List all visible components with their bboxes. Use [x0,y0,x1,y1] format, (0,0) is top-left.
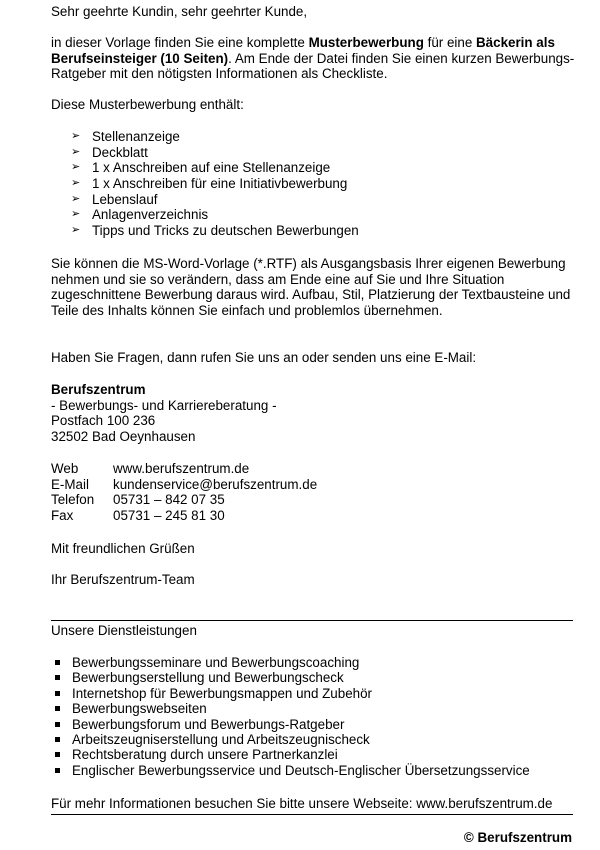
arrow-bullet-icon: ➢ [71,130,81,142]
arrow-bullet-icon: ➢ [71,145,81,158]
list-item: Bewerbungswebseiten [51,701,576,716]
list-item: ➢ Lebenslauf [71,191,158,207]
square-bullet-icon [55,722,60,727]
company-city: 32502 Bad Oeynhausen [51,429,196,445]
list-item: ➢ Anlagenverzeichnis [71,207,209,223]
square-bullet-icon [55,768,60,773]
contents-heading: Diese Musterbewerbung enthält: [51,97,244,112]
contact-row-email: E-Mail kundenservice@berufszentrum.de [51,476,318,492]
list-item: Rechtsberatung durch unsere Partnerkanzlei [51,747,576,762]
list-item: Bewerbungsseminare und Bewerbungscoaching [51,655,576,670]
company-tagline: - Bewerbungs- und Karriereberatung - [51,397,277,413]
services-heading: Unsere Dienstleistungen [51,623,197,638]
list-item: ➢ Deckblatt [71,144,148,160]
list-item: ➢ Tipps und Tricks zu deutschen Bewerbungen [71,223,359,239]
square-bullet-icon [55,706,60,711]
list-item: Internetshop für Bewerbungsmappen und Zubehör [51,686,576,701]
square-bullet-icon [55,737,60,742]
intro-bold-1: Musterbewerbung [308,35,424,50]
list-item: Arbeitszeugniserstellung und Arbeitszeugnischeck [51,732,576,747]
arrow-bullet-icon: ➢ [71,224,81,237]
copyright-footer: © Berufszentrum [463,830,572,845]
list-item: ➢ 1 x Anschreiben auf eine Stellenanzeige [71,160,331,176]
web-link[interactable]: www.berufszentrum.de [113,461,250,476]
arrow-bullet-icon: ➢ [71,177,81,190]
usage-paragraph: Sie können die MS-Word-Vorlage (*.RTF) als Ausgangsbasis Ihrer eigenen Bewerbung nehmen und sie so verändern, dass am Ende eine auf Sie und Ihre Situation zugeschnittene Bewerbung daraus wird. Aufbau, Stil, Platzierung der Textbausteine und Teile des Inhalts können Sie einfach und problemlos übernehmen. [51,256,571,319]
intro-text-2: für eine [423,35,476,50]
divider-top [51,620,573,621]
contact-row-fax: Fax 05731 – 245 81 30 [51,508,225,524]
greeting: Sehr geehrte Kundin, sehr geehrter Kunde, [51,4,308,19]
square-bullet-icon [55,660,60,665]
fax-number: 05731 – 245 81 30 [113,508,225,524]
services-list [51,655,576,778]
list-item: ➢ Stellenanzeige [71,129,180,144]
questions-text: Haben Sie Fragen, dann rufen Sie uns an oder senden uns eine E-Mail: [51,350,477,365]
arrow-bullet-icon: ➢ [71,208,81,221]
contents-list [51,129,576,239]
square-bullet-icon [55,675,60,680]
phone-number: 05731 – 842 07 35 [113,492,225,508]
intro-paragraph [51,35,576,82]
arrow-bullet-icon: ➢ [71,161,81,174]
more-info-text: Für mehr Informationen besuchen Sie bitte unsere Webseite: www.berufszentrum.de [51,796,553,811]
company-address [51,382,576,445]
contact-details [51,461,576,524]
closing: Mit freundlichen Grüßen [51,541,195,556]
divider-bottom [51,814,573,815]
square-bullet-icon [55,752,60,757]
intro-bold-2: Bäckerin als Berufseinsteiger (10 Seiten) [51,35,555,66]
company-postbox: Postfach 100 236 [51,413,156,429]
signature: Ihr Berufszentrum-Team [51,572,195,587]
contact-row-web: Web www.berufszentrum.de [51,461,250,476]
company-name: Berufszentrum [51,382,146,397]
email-link[interactable]: kundenservice@berufszentrum.de [113,476,318,492]
contact-row-phone: Telefon 05731 – 842 07 35 [51,492,225,508]
list-item: ➢ 1 x Anschreiben für eine Initiativbewerbung [71,176,348,192]
list-item: Bewerbungserstellung und Bewerbungscheck [51,670,576,685]
arrow-bullet-icon: ➢ [71,192,81,205]
square-bullet-icon [55,691,60,696]
intro-text-1: in dieser Vorlage finden Sie eine komplette [51,35,309,50]
intro-text-3: . Am Ende der Datei finden Sie einen kurzen Bewerbungs-Ratgeber mit den nötigsten Informationen als Checkliste. [51,50,575,82]
list-item: Bewerbungsforum und Bewerbungs-Ratgeber [51,717,576,732]
list-item: Englischer Bewerbungsservice und Deutsch-Englischer Übersetzungsservice [51,763,576,778]
